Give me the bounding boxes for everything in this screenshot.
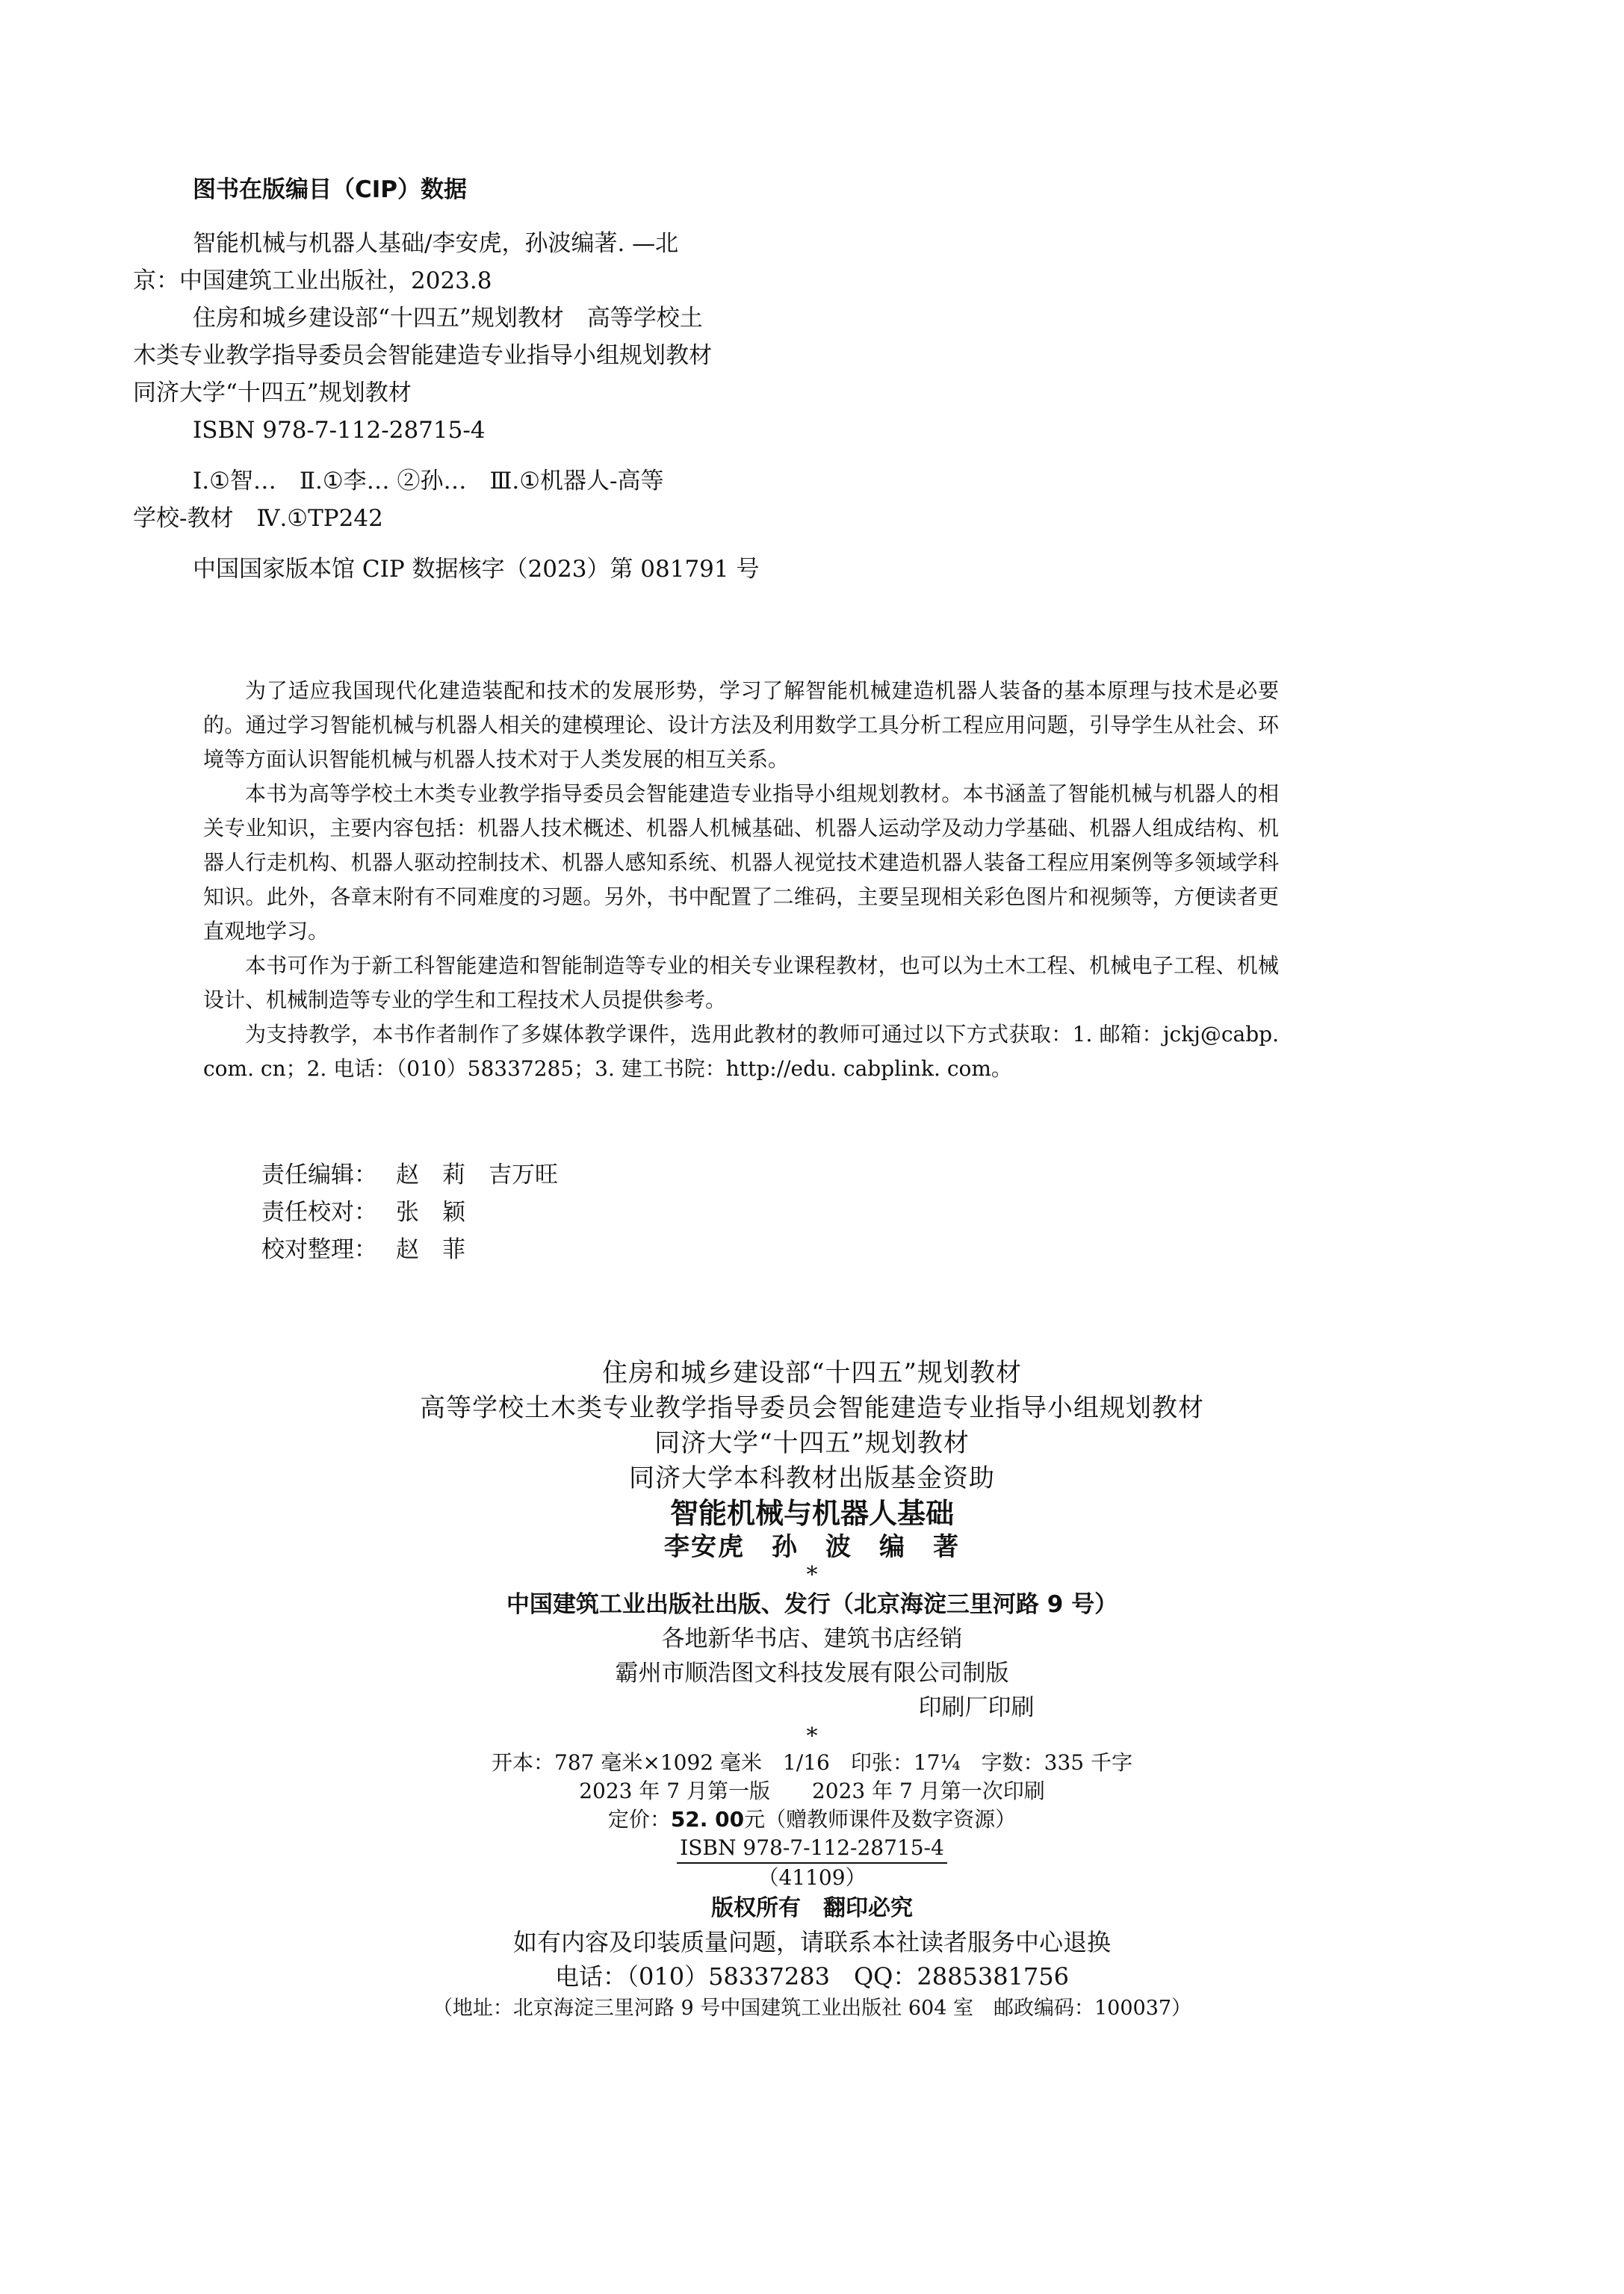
abstract-paragraph-4: 为支持教学，本书作者制作了多媒体教学课件，选用此教材的教师可通过以下方式获取：1. 邮箱：jckj@cabp. com. cn；2. 电话：（010）58337285；3. 建工书院：http://edu. cabplink. com。 bbox=[203, 1022, 1279, 1081]
separator-star-2: * bbox=[806, 1723, 818, 1749]
price-line bbox=[0, 1805, 1624, 1834]
publisher-line: 中国建筑工业出版社出版、发行（北京海淀三里河路 9 号） bbox=[506, 1591, 1118, 1618]
book-title: 智能机械与机器人基础 bbox=[669, 1497, 954, 1530]
address-line: （地址：北京海淀三里河路 9 号中国建筑工业出版社 604 室 邮政编码：100037） bbox=[432, 1997, 1192, 2020]
book-authors: 李安虎 孙 波 编 著 bbox=[664, 1532, 960, 1562]
proofreader-label: 责任校对： bbox=[261, 1199, 377, 1226]
separator-star-1: * bbox=[806, 1562, 818, 1588]
cip-line-series-3: 同济大学“十四五”规划教材 bbox=[133, 379, 412, 406]
quality-notice-line: 如有内容及印装质量问题，请联系本社读者服务中心退换 bbox=[512, 1928, 1111, 1956]
proof-organizer-label: 校对整理： bbox=[261, 1236, 377, 1263]
isbn-number: ISBN 978-7-112-28715-4 bbox=[677, 1834, 947, 1864]
catalog-code: （41109） bbox=[757, 1865, 867, 1890]
colophon-block bbox=[0, 1356, 1624, 2024]
series-line-1: 住房和城乡建设部“十四五”规划教材 bbox=[602, 1358, 1022, 1388]
copyright-line: 版权所有 翻印必究 bbox=[711, 1895, 913, 1921]
plate-maker-line: 霸州市顺浩图文科技发展有限公司制版 bbox=[615, 1660, 1009, 1687]
cip-line-classification-2: 学校-教材 Ⅳ.①TP242 bbox=[133, 505, 383, 532]
abstract-paragraph-3: 本书可作为于新工科智能建造和智能制造等专业的相关专业课程教材，也可以为土木工程、机械电子工程、机械设计、机械制造等专业的学生和工程技术人员提供参考。 bbox=[203, 953, 1279, 1012]
price-label: 定价： bbox=[607, 1807, 671, 1832]
edition-line: 2023 年 7 月第一版 2023 年 7 月第一次印刷 bbox=[579, 1779, 1045, 1803]
printer-line: 印刷厂印刷 bbox=[918, 1694, 1035, 1721]
cip-title: 图书在版编目（CIP）数据 bbox=[193, 176, 468, 203]
cip-data-block bbox=[133, 170, 850, 588]
price-value: 52. 00 bbox=[670, 1807, 745, 1832]
distributor-line: 各地新华书店、建筑书店经销 bbox=[661, 1625, 963, 1652]
editor-label: 责任编辑： bbox=[261, 1162, 377, 1188]
phone-line: 电话：（010）58337283 QQ：2885381756 bbox=[554, 1962, 1070, 1991]
cip-line-series-1: 住房和城乡建设部“十四五”规划教材 高等学校土 bbox=[193, 305, 703, 332]
proofreader-row bbox=[261, 1194, 558, 1231]
cip-line-series-2: 木类专业教学指导委员会智能建造专业指导小组规划教材 bbox=[133, 342, 712, 369]
proof-organizer-row bbox=[261, 1231, 558, 1268]
cip-line-record-number: 中国国家版本馆 CIP 数据核字（2023）第 081791 号 bbox=[193, 556, 760, 583]
editor-row bbox=[261, 1156, 558, 1194]
cip-line-publisher: 京：中国建筑工业出版社，2023.8 bbox=[133, 267, 492, 294]
cip-line-isbn: ISBN 978-7-112-28715-4 bbox=[193, 417, 486, 444]
series-line-3: 同济大学“十四五”规划教材 bbox=[654, 1428, 970, 1458]
proof-organizer-name: 赵 菲 bbox=[396, 1236, 465, 1263]
format-line: 开本：787 毫米×1092 毫米 1/16 印张：17¼ 字数：335 千字 bbox=[492, 1750, 1132, 1775]
series-line-2: 高等学校土木类专业教学指导委员会智能建造专业指导小组规划教材 bbox=[420, 1393, 1204, 1423]
cip-line-title-author: 智能机械与机器人基础/李安虎，孙波编著. —北 bbox=[193, 230, 679, 257]
cip-line-classification-1: Ⅰ.①智… Ⅱ.①李… ②孙… Ⅲ.①机器人-高等 bbox=[193, 468, 664, 495]
abstract-paragraph-2: 本书为高等学校土木类专业教学指导委员会智能建造专业指导小组规划教材。本书涵盖了智能机械与机器人的相关专业知识，主要内容包括：机器人技术概述、机器人机械基础、机器人运动学及动力学基础、机器人组成结构、机器人行走机构、机器人驱动控制技术、机器人感知系统、机器人视觉技术建造机器人装备工程应用案例等多领域学科知识。此外，各章末附有不同难度的习题。另外，书中配置了二维码，主要呈现相关彩色图片和视频等，方便读者更直观地学习。 bbox=[203, 781, 1279, 943]
isbn-wrapper bbox=[0, 1834, 1624, 1864]
editors-block bbox=[261, 1156, 558, 1268]
abstract-paragraph-1: 为了适应我国现代化建造装配和技术的发展形势，学习了解智能机械建造机器人装备的基本原理与技术是必要的。通过学习智能机械与机器人相关的建模理论、设计方法及利用数学工具分析工程应用问题，引导学生从社会、环境等方面认识智能机械与机器人技术对于人类发展的相互关系。 bbox=[203, 678, 1279, 772]
series-line-4: 同济大学本科教材出版基金资助 bbox=[629, 1463, 995, 1493]
price-suffix: 元（赠教师课件及数字资源） bbox=[744, 1807, 1017, 1832]
abstract-block bbox=[203, 674, 1279, 1086]
editor-names: 赵 莉 吉万旺 bbox=[396, 1162, 558, 1188]
proofreader-name: 张 颖 bbox=[396, 1199, 465, 1226]
